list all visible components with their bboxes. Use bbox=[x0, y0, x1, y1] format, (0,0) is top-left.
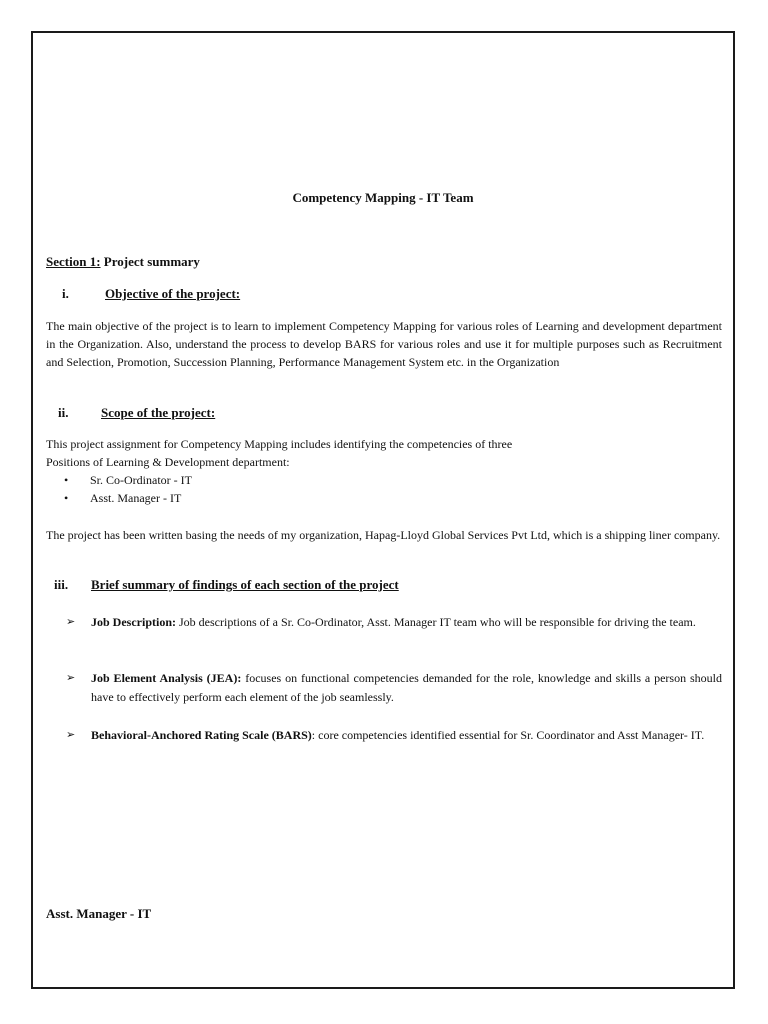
finding-label: Behavioral-Anchored Rating Scale (BARS) bbox=[91, 728, 312, 742]
objective-title: Objective of the project: bbox=[105, 286, 241, 301]
scope-title: Scope of the project: bbox=[101, 405, 216, 420]
bullet-icon: • bbox=[64, 473, 69, 487]
finding-item bbox=[66, 726, 722, 745]
list-item-text: Asst. Manager - IT bbox=[90, 491, 182, 505]
bullet-icon: • bbox=[64, 491, 69, 505]
finding-label: Job Element Analysis (JEA): bbox=[91, 671, 242, 685]
list-item bbox=[46, 489, 192, 507]
finding-text: focuses on functional competencies demanded for the role, knowledge and skills a person should have to effectively perform each element of the job seamlessly. bbox=[91, 671, 722, 704]
findings-heading bbox=[54, 577, 399, 593]
scope-bullet-list bbox=[46, 471, 192, 507]
scope-line-1: This project assignment for Competency Mapping includes identifying the competencies of three bbox=[46, 437, 513, 451]
finding-text: : core competencies identified essential for Sr. Coordinator and Asst Manager- IT. bbox=[311, 728, 705, 742]
finding-label: Job Description: bbox=[91, 615, 176, 629]
document-title: Competency Mapping - IT Team bbox=[292, 190, 474, 205]
arrow-bullet-icon: ➢ bbox=[66, 672, 76, 684]
scope-number: ii. bbox=[58, 405, 69, 420]
finding-item bbox=[66, 669, 722, 707]
scope-line-2: Positions of Learning & Development department: bbox=[46, 455, 290, 469]
arrow-bullet-icon: ➢ bbox=[66, 616, 76, 628]
finding-text: Job descriptions of a Sr. Co-Ordinator, Asst. Manager IT team who will be responsible for driving the team. bbox=[176, 615, 696, 629]
findings-number: iii. bbox=[54, 577, 69, 592]
list-item bbox=[46, 471, 192, 489]
objective-paragraph: The main objective of the project is to learn to implement Competency Mapping for various roles of Learning and development department in the Organization. Also, understand the process to develop BARS for various roles and use it for multiple purposes such as Recruitment and Selection, Promotion, Succession Planning, Performance Management System etc. in the Organization bbox=[46, 319, 722, 369]
section-title: Project summary bbox=[100, 254, 200, 269]
arrow-bullet-icon: ➢ bbox=[66, 729, 76, 741]
objective-number: i. bbox=[62, 286, 69, 301]
list-item-text: Sr. Co-Ordinator - IT bbox=[90, 473, 192, 487]
document-page bbox=[31, 31, 735, 989]
finding-item bbox=[66, 613, 722, 632]
objective-heading bbox=[62, 286, 240, 302]
role-heading: Asst. Manager - IT bbox=[46, 906, 152, 921]
section-label: Section 1: bbox=[46, 254, 101, 269]
section-heading bbox=[46, 254, 200, 270]
scope-closing-paragraph: The project has been written basing the needs of my organization, Hapag-Lloyd Global Services Pvt Ltd, which is a shipping liner company. bbox=[46, 528, 721, 542]
findings-title: Brief summary of findings of each section of the project bbox=[91, 577, 399, 592]
scope-heading bbox=[58, 405, 215, 421]
